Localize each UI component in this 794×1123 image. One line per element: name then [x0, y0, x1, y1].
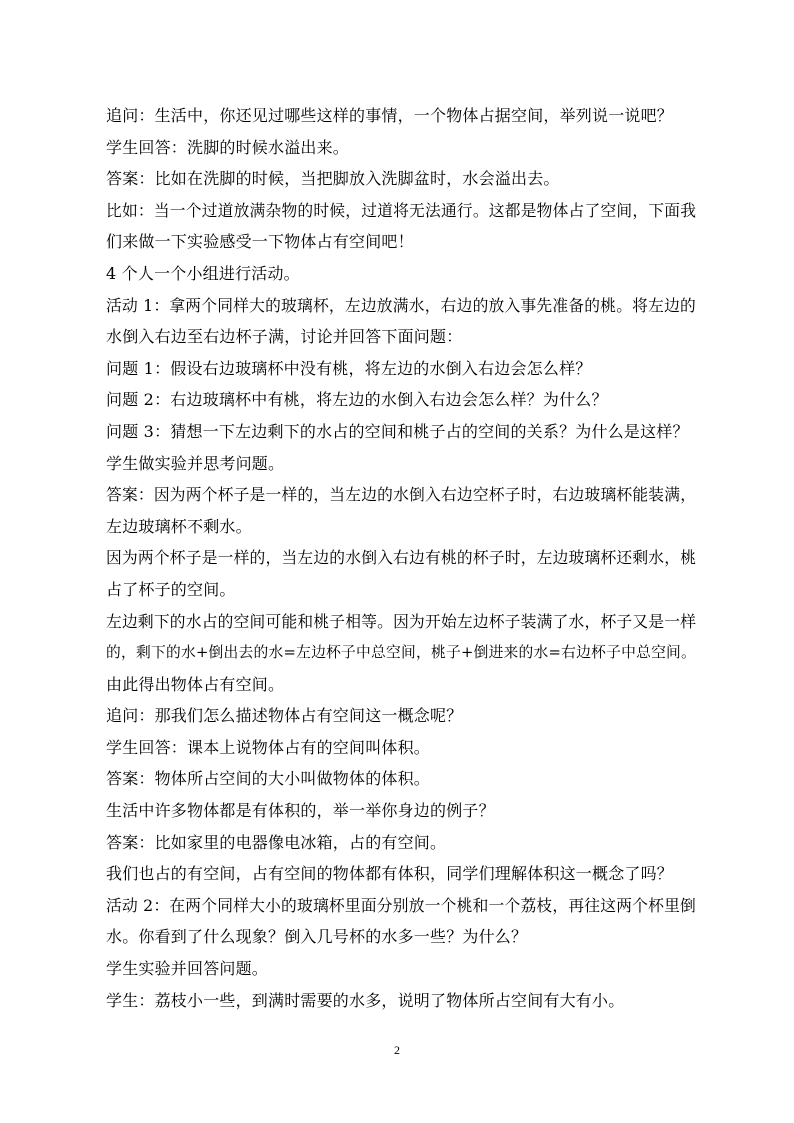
paragraph: [106, 195, 696, 258]
text-line: 活动 1：拿两个同样大的玻璃杯，左边放满水，右边的放入事先准备的桃。将左边的: [106, 295, 696, 315]
paragraph: [106, 732, 696, 764]
paragraph: [106, 700, 696, 732]
paragraph: [106, 985, 696, 1017]
text-line: 比如：当一个过道放满杂物的时候，过道将无法通行。这都是物体占了空间，下面我: [106, 200, 697, 220]
text-line: 学生回答：洗脚的时候水溢出来。: [106, 137, 350, 157]
text-line: 我们也占的有空间，占有空间的物体都有体积，同学们理解体积这一概念了吗？: [106, 864, 674, 884]
text-line: 答案：因为两个杯子是一样的，当左边的水倒入右边空杯子时，右边玻璃杯能装满，: [106, 485, 697, 505]
text-line: 的，剩下的水+倒出去的水=左边杯子中总空间，桃子+倒进来的水=右边杯子中总空间。: [106, 644, 696, 662]
paragraph: [106, 290, 696, 353]
text-line: 追问：那我们怎么描述物体占有空间这一概念呢？: [106, 706, 463, 726]
paragraph: [106, 100, 696, 132]
text-line: 由此得出物体占有空间。: [106, 674, 285, 694]
text-line: 问题 1：假设右边玻璃杯中没有桃，将左边的水倒入右边会怎么样？: [106, 358, 592, 378]
paragraph: [106, 479, 696, 542]
paragraph: [106, 795, 696, 827]
text-line: 4 个人一个小组进行活动。: [106, 263, 300, 283]
text-line: 学生做实验并思考问题。: [106, 453, 285, 473]
paragraph: [106, 132, 696, 164]
text-line: 占了杯子的空间。: [106, 579, 236, 599]
text-line: 左边玻璃杯不剩水。: [106, 516, 252, 536]
page-number: 2: [394, 1043, 400, 1057]
text-line: 水。你看到了什么现象？倒入几号杯的水多一些？为什么？: [106, 927, 528, 947]
paragraph: [106, 384, 696, 416]
text-line: 活动 2：在两个同样大小的玻璃杯里面分别放一个桃和一个荔枝，再往这两个杯里倒: [106, 895, 696, 915]
paragraph: [106, 827, 696, 859]
text-line: 左边剩下的水占的空间可能和桃子相等。因为开始左边杯子装满了水，杯子又是一样: [106, 611, 697, 631]
paragraph: [106, 163, 696, 195]
text-line: 学生实验并回答问题。: [106, 959, 269, 979]
text-line: 追问：生活中，你还见过哪些这样的事情，一个物体占据空间，举列说一说吧？: [106, 106, 674, 125]
text-line: 问题 2：右边玻璃杯中有桃，将左边的水倒入右边会怎么样？为什么？: [106, 390, 608, 410]
paragraph: [106, 890, 696, 953]
text-line: 水倒入右边至右边杯子满，讨论并回答下面问题：: [106, 327, 463, 347]
text-line: 答案：物体所占空间的大小叫做物体的体积。: [106, 769, 431, 789]
text-line: 问题 3：猜想一下左边剩下的水占的空间和桃子占的空间的关系？为什么是这样？: [106, 421, 689, 441]
paragraph: [106, 606, 696, 701]
paragraph: [106, 858, 696, 890]
paragraph: [106, 542, 696, 605]
paragraph: [106, 448, 696, 480]
text-line: 答案：比如家里的电器像电冰箱，占的有空间。: [106, 832, 447, 852]
paragraph: [106, 953, 696, 985]
text-line: 因为两个杯子是一样的，当左边的水倒入右边有桃的杯子时，左边玻璃杯还剩水，桃: [106, 548, 697, 568]
paragraph: [106, 416, 696, 448]
text-line: 生活中许多物体都是有体积的，举一举你身边的例子？: [106, 801, 495, 821]
paragraph: [106, 763, 696, 795]
text-line: 学生：荔枝小一些，到满时需要的水多，说明了物体所占空间有大有小。: [106, 990, 625, 1010]
text-line: 学生回答：课本上说物体占有的空间叫体积。: [106, 737, 431, 757]
paragraph: [106, 258, 696, 290]
text-line: 们来做一下实验感受一下物体占有空间吧！: [106, 232, 414, 252]
paragraph: [106, 353, 696, 385]
text-line: 答案：比如在洗脚的时候，当把脚放入洗脚盆时，水会溢出去。: [106, 169, 560, 189]
document-body: [106, 100, 696, 1016]
